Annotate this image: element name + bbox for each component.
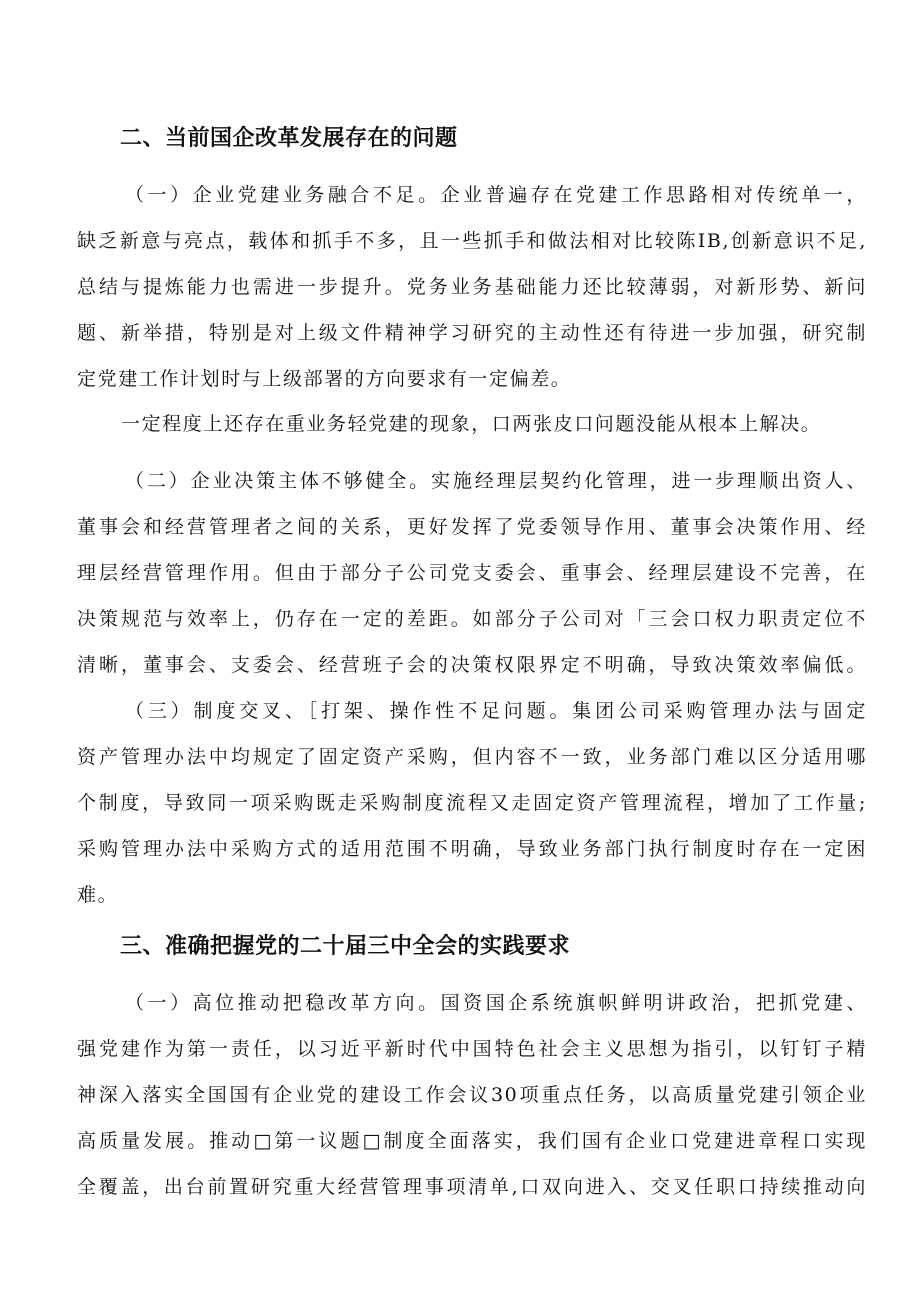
paragraph-reform-direction (77, 980, 867, 1210)
text-line: 董事会和经营管理者之间的关系，更好发挥了党委领导作用、董事会决策作用、经 (77, 516, 867, 538)
text-line: （二）企业决策主体不够健全。实施经理层契约化管理，进一步理顺出资人、 (125, 470, 867, 492)
text-line: 理层经营管理作用。但由于部分子公司党支委会、重事会、经理层建设不完善，在 (77, 562, 867, 584)
text-line: 采购管理办法中采购方式的适用范围不明确，导致业务部门执行制度时存在一定困 (77, 838, 867, 860)
paragraph-decision-making-body (77, 458, 867, 688)
text-line: 题、新举措，特别是对上级文件精神学习研究的主动性还有待进一步加强，研究制 (77, 322, 867, 344)
text-line: 总结与提炼能力也需进一步提升。党务业务基础能力还比较薄弱，对新形势、新问 (77, 276, 867, 298)
text-line: 个制度，导致同一项采购既走采购制度流程又走固定资产管理流程，增加了工作量; (77, 792, 867, 814)
text-line: （一）高位推动把稳改革方向。国资国企系统旗帜鲜明讲政治，把抓党建、 (125, 992, 867, 1014)
paragraph-system-conflicts (77, 688, 867, 918)
text-line: 高质量发展。推动□第一议题□制度全面落实，我们国有企业口党建进章程口实现 (77, 1130, 867, 1152)
text-line: 清晰，董事会、支委会、经营班子会的决策权限界定不明确，导致决策效率偏低。 (77, 654, 867, 676)
text-line: 决策规范与效率上，仍存在一定的差距。如部分子公司对「三会口权力职责定位不 (77, 608, 867, 630)
section-heading-3: 三、准确把握党的二十届三中全会的实践要求 (120, 934, 571, 959)
text-line: （一）企业党建业务融合不足。企业普遍存在党建工作思路相对传统单一， (125, 184, 867, 206)
text-line: 强党建作为第一责任，以习近平新时代中国特色社会主义思想为指引，以钉钉子精 (77, 1038, 867, 1060)
text-line: 定党建工作计划时与上级部署的方向要求有一定偏差。 (77, 368, 572, 390)
text-line: （三）制度交叉、［打架、操作性不足问题。集团公司采购管理办法与固定 (125, 700, 867, 722)
text-line: 缺乏新意与亮点，载体和抓手不多，且一些抓手和做法相对比较陈IB,创新意识不足, (77, 230, 867, 252)
text-line: 神深入落实全国国有企业党的建设工作会议30项重点任务，以高质量党建引领企业 (77, 1084, 867, 1106)
paragraph-party-business-integration (77, 172, 867, 402)
text-line: 全覆盖，出台前置研究重大经营管理事项清单,口双向进入、交叉任职口持续推动向 (77, 1176, 867, 1198)
text-line: 难。 (77, 884, 119, 906)
section-heading-2: 二、当前国企改革发展存在的问题 (120, 126, 458, 151)
text-line: 一定程度上还存在重业务轻党建的现象，口两张皮口问题没能从根本上解决。 (121, 413, 822, 435)
paragraph-party-building-emphasis (77, 401, 867, 447)
text-line: 资产管理办法中均规定了固定资产采购，但内容不一致，业务部门难以区分适用哪 (77, 746, 867, 768)
